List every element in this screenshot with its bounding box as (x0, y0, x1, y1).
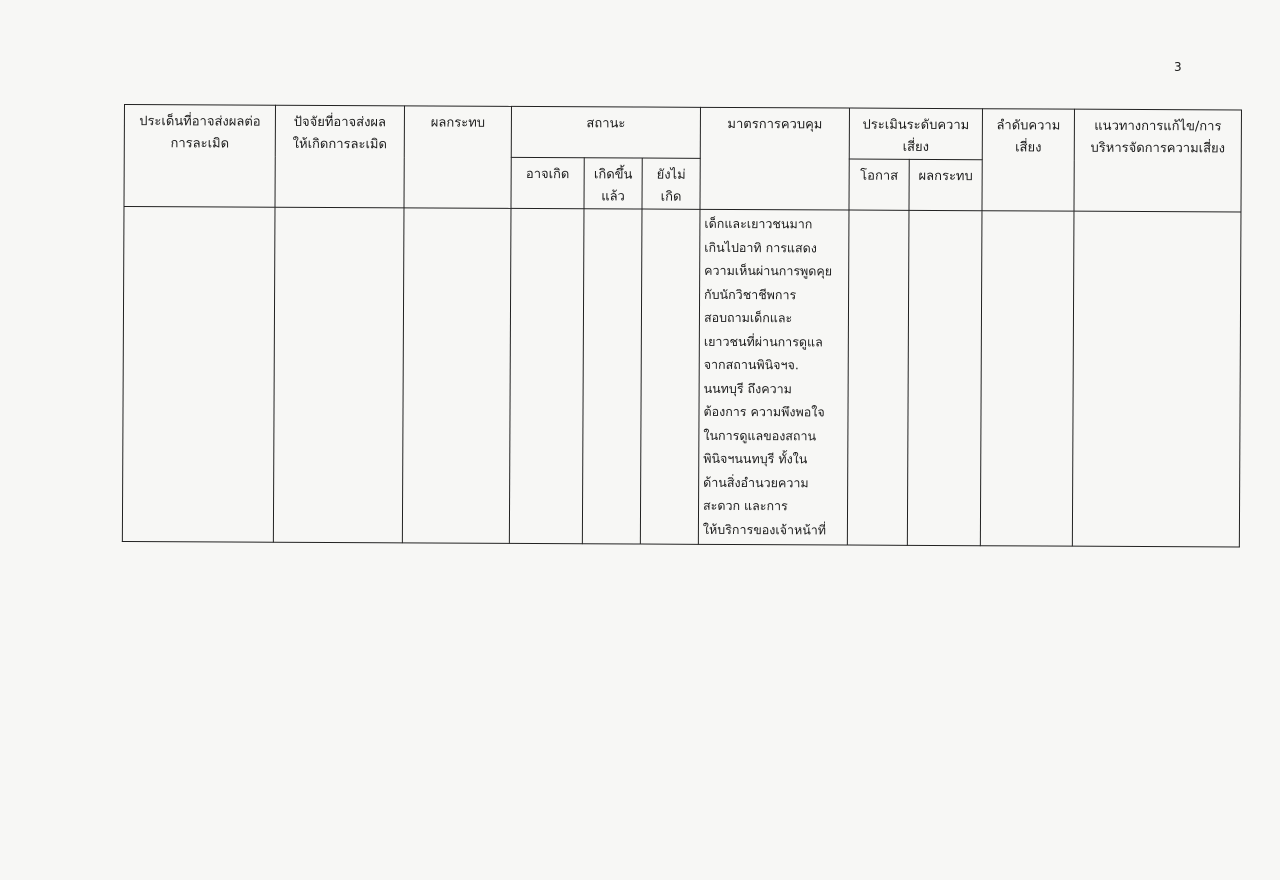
header-issue-line2: การละเมิด (170, 136, 230, 152)
header-control (700, 107, 849, 210)
control-text-line: เยาวชนที่ผ่านการดูแล (703, 333, 823, 349)
header-status-not-yet-line2: เกิด (660, 189, 682, 205)
control-text-line: ในการดูแลของสถาน (703, 427, 817, 443)
header-factor-line2: ให้เกิดการละเมิด (292, 136, 387, 153)
header-status-label: สถานะ (586, 116, 626, 132)
cell-guideline (1072, 211, 1241, 547)
cell-issue (122, 207, 275, 543)
control-text-line: เกินไปอาทิ การแสดง (704, 239, 817, 255)
header-status-may-occur-label: อาจเกิด (525, 166, 570, 183)
header-impact (404, 106, 511, 209)
header-status-may-occur (511, 157, 584, 208)
cell-status-occurred (582, 209, 642, 544)
header-risk-rank-line2: เสี่ยง (1015, 140, 1042, 156)
control-text-line: จากสถานพินิจฯจ. (703, 356, 799, 373)
control-text-line: เด็กและเยาวชนมาก (704, 215, 813, 232)
header-status-not-yet-line1: ยังไม่ (656, 167, 686, 183)
cell-control (698, 209, 849, 545)
table-row (122, 207, 1241, 547)
cell-risk-rank (980, 211, 1074, 546)
header-likelihood-label: โอกาส (860, 168, 899, 184)
header-assessment-impact (909, 159, 982, 210)
control-text-line: พินิจฯนนทบุรี ทั้งใน (703, 450, 808, 467)
header-status-not-yet (642, 158, 700, 209)
cell-factor (273, 207, 404, 543)
header-status-occurred (584, 158, 642, 209)
risk-assessment-table (122, 104, 1242, 547)
header-control-label: มาตรการควบคุม (727, 116, 823, 133)
header-guideline-line1: แนวทางการแก้ไข/การ (1094, 118, 1222, 135)
control-text-line: ให้บริการของเจ้าหน้าที่ (702, 521, 827, 537)
control-text-line: ต้องการ ความพึงพอใจ (703, 403, 825, 420)
header-guideline-line2: บริหารจัดการความเสี่ยง (1090, 140, 1226, 157)
header-status (511, 106, 700, 158)
header-impact-label: ผลกระทบ (430, 115, 486, 131)
header-guideline (1074, 109, 1241, 212)
control-text-line: กับนักวิชาชีพการ (704, 286, 797, 302)
page-number: 3 (1174, 60, 1182, 74)
cell-assessment-impact (907, 210, 982, 545)
header-risk-assessment-line2: เสี่ยง (902, 139, 930, 155)
control-text-line: สะดวก และการ (703, 497, 788, 514)
cell-status-not-yet (640, 209, 700, 544)
header-risk-rank (982, 109, 1074, 211)
control-text-line: ด้านสิ่งอำนวยความ (703, 474, 809, 490)
header-risk-rank-line1: ลำดับความ (996, 118, 1061, 134)
control-text-line: นนทบุรี ถึงความ (703, 380, 792, 396)
header-factor-line1: ปัจจัยที่อาจส่งผล (293, 114, 387, 131)
header-issue-line1: ประเด็นที่อาจส่งผลต่อ (139, 114, 261, 130)
header-status-occurred-line1: เกิดขึ้น (593, 167, 633, 183)
header-risk-assessment (849, 108, 982, 160)
header-assessment-impact-label: ผลกระทบ (918, 168, 973, 185)
cell-likelihood (847, 210, 909, 545)
header-likelihood (849, 159, 909, 210)
cell-status-may-occur (509, 208, 584, 543)
header-status-occurred-line2: แล้ว (601, 189, 625, 205)
control-text-line: สอบถามเด็กและ (703, 309, 793, 326)
header-issue (124, 105, 275, 208)
header-factor (275, 105, 404, 208)
header-risk-assessment-line1: ประเมินระดับความ (862, 117, 970, 134)
control-text-line: ความเห็นผ่านการพูดคุย (704, 262, 833, 279)
cell-impact (402, 208, 511, 544)
